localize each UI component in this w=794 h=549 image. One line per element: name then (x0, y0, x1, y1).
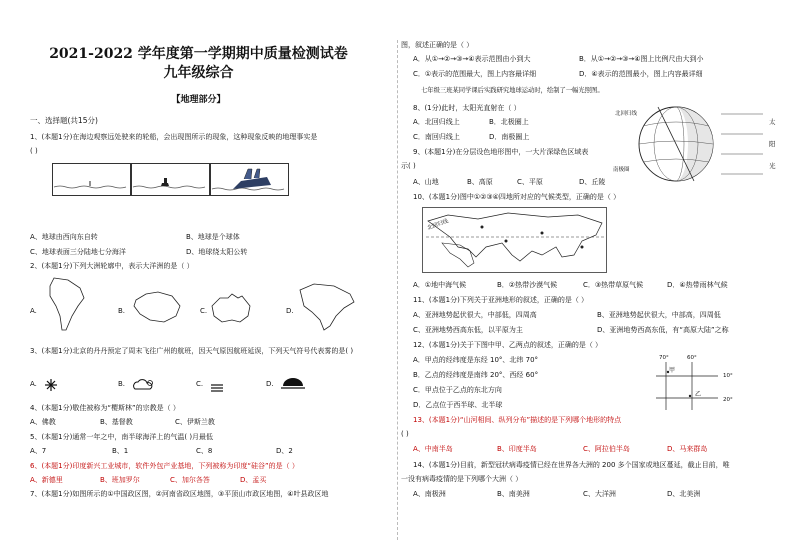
q1-option-c: C、地球表面三分陆地七分海洋 (30, 248, 126, 256)
q7-option-a: A．从①→②→③→④表示范围由小到大 (413, 55, 531, 63)
q8-label-sun2: 阳 (769, 140, 776, 148)
q12-point-yi: 乙 (695, 391, 702, 398)
q12-label-20: 20° (723, 397, 733, 403)
q3-option-c: C. (196, 380, 204, 388)
q12-label-10: 10° (723, 373, 733, 379)
q12-option-c: C．甲点位于乙点的东北方向 (413, 386, 502, 394)
weather-symbol-c (210, 378, 224, 397)
page-divider (397, 40, 398, 540)
q14-option-c: C、大洋洲 (583, 490, 616, 498)
q8-intro: 七年级三班某同学课后实践研究地球运动时，绘制了一幅光照图。 (421, 87, 604, 94)
q12-option-d: D．乙点位于西半球、北半球 (413, 401, 503, 409)
q1-option-a: A、地球由西向东自转 (30, 233, 98, 241)
q8-stem: 8、(1分)此时，太阳光直射在（ ） (413, 104, 521, 112)
q8-option-c: C．南回归线上 (413, 133, 460, 141)
q14-stem: 14、(本题1分)目前，新型冠状病毒疫情已经在世界各大洲的 200 多个国家或地区蔓延，截止目前，唯 (413, 461, 730, 469)
q7-stem: 7、(本题1分)如图所示的①中国政区图，②河南省政区地图，③平顶山市政区地图，④叶县政区地 (30, 490, 329, 498)
north-america-outline (296, 282, 356, 332)
q12-label-70: 70° (659, 355, 669, 361)
weather-symbol-b (132, 376, 154, 395)
q8-globe-figure (623, 104, 788, 186)
q10-option-a: A．①地中海气候 (413, 281, 467, 289)
q4-stem: 4、(本题1分)敬佳被称为“樱斯林”的宗教是（ ） (30, 404, 180, 412)
q3-option-a: A. (30, 380, 37, 388)
q6-stem: 6、(本题1分)印度新兴工业城市，软件外包产业基地，下列被称为印度“硅谷”的是（ ） (30, 462, 299, 470)
q12-option-a: A．甲点的经纬度是东经 10°、北纬 70° (413, 356, 539, 364)
q9-option-a: A、山地 (413, 178, 439, 186)
weather-symbol-d (280, 375, 306, 394)
q2-option-d: D. (286, 307, 294, 315)
q8-option-b: B．北极圈上 (489, 118, 529, 126)
q14-option-a: A、南极洲 (413, 490, 446, 498)
q11-option-a: A、亚洲地势起伏很大，中部低，四周高 (413, 311, 537, 319)
q7-option-d: D．④表示的范围最小，图上内容最详细 (579, 70, 703, 78)
q1-figure-ships (52, 163, 289, 196)
q11-option-b: B、亚洲地势起伏很大，中部高，四周低 (597, 311, 721, 319)
q8-label-sun1: 太 (769, 118, 776, 126)
q8-label-tropic: 北回归线 (615, 111, 638, 117)
q1-option-d: D、地球绕太阳公转 (186, 248, 248, 256)
q5-option-c: C、8 (196, 447, 213, 455)
q12-label-60: 60° (687, 355, 697, 361)
q10-option-b: B．②热带沙漠气候 (497, 281, 558, 289)
q11-stem: 11、(本题1分)下列关于亚洲地形的叙述，正确的是（ ） (413, 296, 589, 304)
q3-stem: 3、(本题1分)北京的丹丹预定了周末飞往广州的航班，因天气原因航班延误，下列天气符号代表雾的是( ) (30, 347, 354, 355)
q2-option-a: A. (30, 307, 37, 315)
q4-option-a: A、佛教 (30, 418, 56, 426)
q9-option-c: C、平原 (517, 178, 543, 186)
q2-option-b: B. (118, 307, 126, 315)
q3-option-d: D. (266, 380, 274, 388)
q10-map-label: 北回归线 (426, 218, 450, 232)
ship-panels (52, 163, 289, 196)
q12-stem: 12、(本题1分)关于下图中甲、乙两点的叙述，正确的是（ ） (413, 341, 603, 349)
part-heading: 一、选择题(共15分) (30, 116, 98, 125)
q14-option-b: B、南美洲 (497, 490, 530, 498)
q8-option-d: D．南极圈上 (489, 133, 530, 141)
q10-option-c: C．③热带草原气候 (583, 281, 644, 289)
q11-option-d: D、亚洲地势西高东低，有“高原大陆”之称 (597, 326, 729, 334)
q12-option-b: B．乙点的经纬度是南纬 20°、西经 60° (413, 371, 539, 379)
q12-grid-figure (652, 360, 722, 412)
q13-paren: ( ) (401, 430, 409, 438)
q9-stem-cont: 示( ) (401, 162, 416, 170)
antarctica-outline (130, 290, 182, 324)
q9-option-d: D、丘陵 (579, 178, 606, 186)
q13-stem: 13、(本题1分)“山河相间、纵列分布”描述的是下列哪个地形的特点 (413, 416, 622, 424)
q7-option-b: B．从①→②→③→④图上比例尺由大到小 (579, 55, 704, 63)
section-heading: 【地理部分】 (171, 95, 226, 105)
south-america-outline (46, 276, 86, 332)
q8-label-sun3: 光 (769, 162, 776, 170)
q10-map (422, 207, 607, 273)
q13-option-a: A、中南半岛 (413, 445, 453, 453)
q2-option-c: C. (200, 307, 208, 315)
q2-stem: 2、(本题1分)下列大洲轮廓中，表示大洋洲的是（ ） (30, 262, 194, 270)
q3-option-b: B. (118, 380, 126, 388)
q8-label-circle: 南极圈 (613, 167, 630, 173)
q6-option-d: D、孟买 (240, 476, 267, 484)
q14-option-d: D、北美洲 (667, 490, 701, 498)
q13-option-d: D、马来群岛 (667, 445, 708, 453)
q10-stem: 10、(本题1分)图中①②③④四地所对应的气候类型，正确的是（ ） (413, 193, 621, 201)
weather-symbol-a (44, 377, 58, 396)
exam-title: 2021-2022 学年度第一学期期中质量检测试卷 (49, 46, 348, 62)
q11-option-c: C、亚洲地势西高东低，以平原为主 (413, 326, 523, 334)
q13-option-c: C、阿拉伯半岛 (583, 445, 630, 453)
q1-stem: 1、(本题1分)在海边观察远处驶来的轮船，会出现图所示的现象，这种现象反映的地理事实是 (30, 133, 318, 141)
q6-option-a: A、新德里 (30, 476, 63, 484)
q5-option-a: A、7 (30, 447, 47, 455)
q5-option-d: D、2 (276, 447, 293, 455)
q5-stem: 5、(本题1分)通常一年之中，南半球海洋上的气温( )月最低 (30, 433, 214, 441)
q12-point-jia: 甲 (669, 367, 676, 374)
q5-option-b: B、1 (112, 447, 129, 455)
q7-option-c: C．①表示的范围最大，图上内容最详细 (413, 70, 537, 78)
q4-option-c: C、伊斯兰教 (175, 418, 215, 426)
q7-continued: 图，叙述正确的是（ ） (401, 41, 474, 49)
q9-stem: 9、(本题1分)在分层设色地形图中，一大片深绿色区域表 (413, 148, 589, 156)
q1-option-b: B、地球是个球体 (186, 233, 240, 241)
q1-paren: ( ) (30, 147, 38, 155)
q9-option-b: B、高原 (467, 178, 493, 186)
australia-outline (210, 292, 252, 324)
q13-option-b: B、印度半岛 (497, 445, 537, 453)
q4-option-b: B、基督教 (100, 418, 133, 426)
q8-option-a: A．北回归线上 (413, 118, 460, 126)
q6-option-b: B、班加罗尔 (100, 476, 140, 484)
q6-option-c: C、加尔各答 (170, 476, 210, 484)
exam-subtitle: 九年级综合 (163, 65, 234, 81)
q14-stem-cont: 一没有病毒疫情的是下列哪个大洲（ ） (401, 475, 523, 483)
q10-option-d: D．④热带雨林气候 (667, 281, 728, 289)
